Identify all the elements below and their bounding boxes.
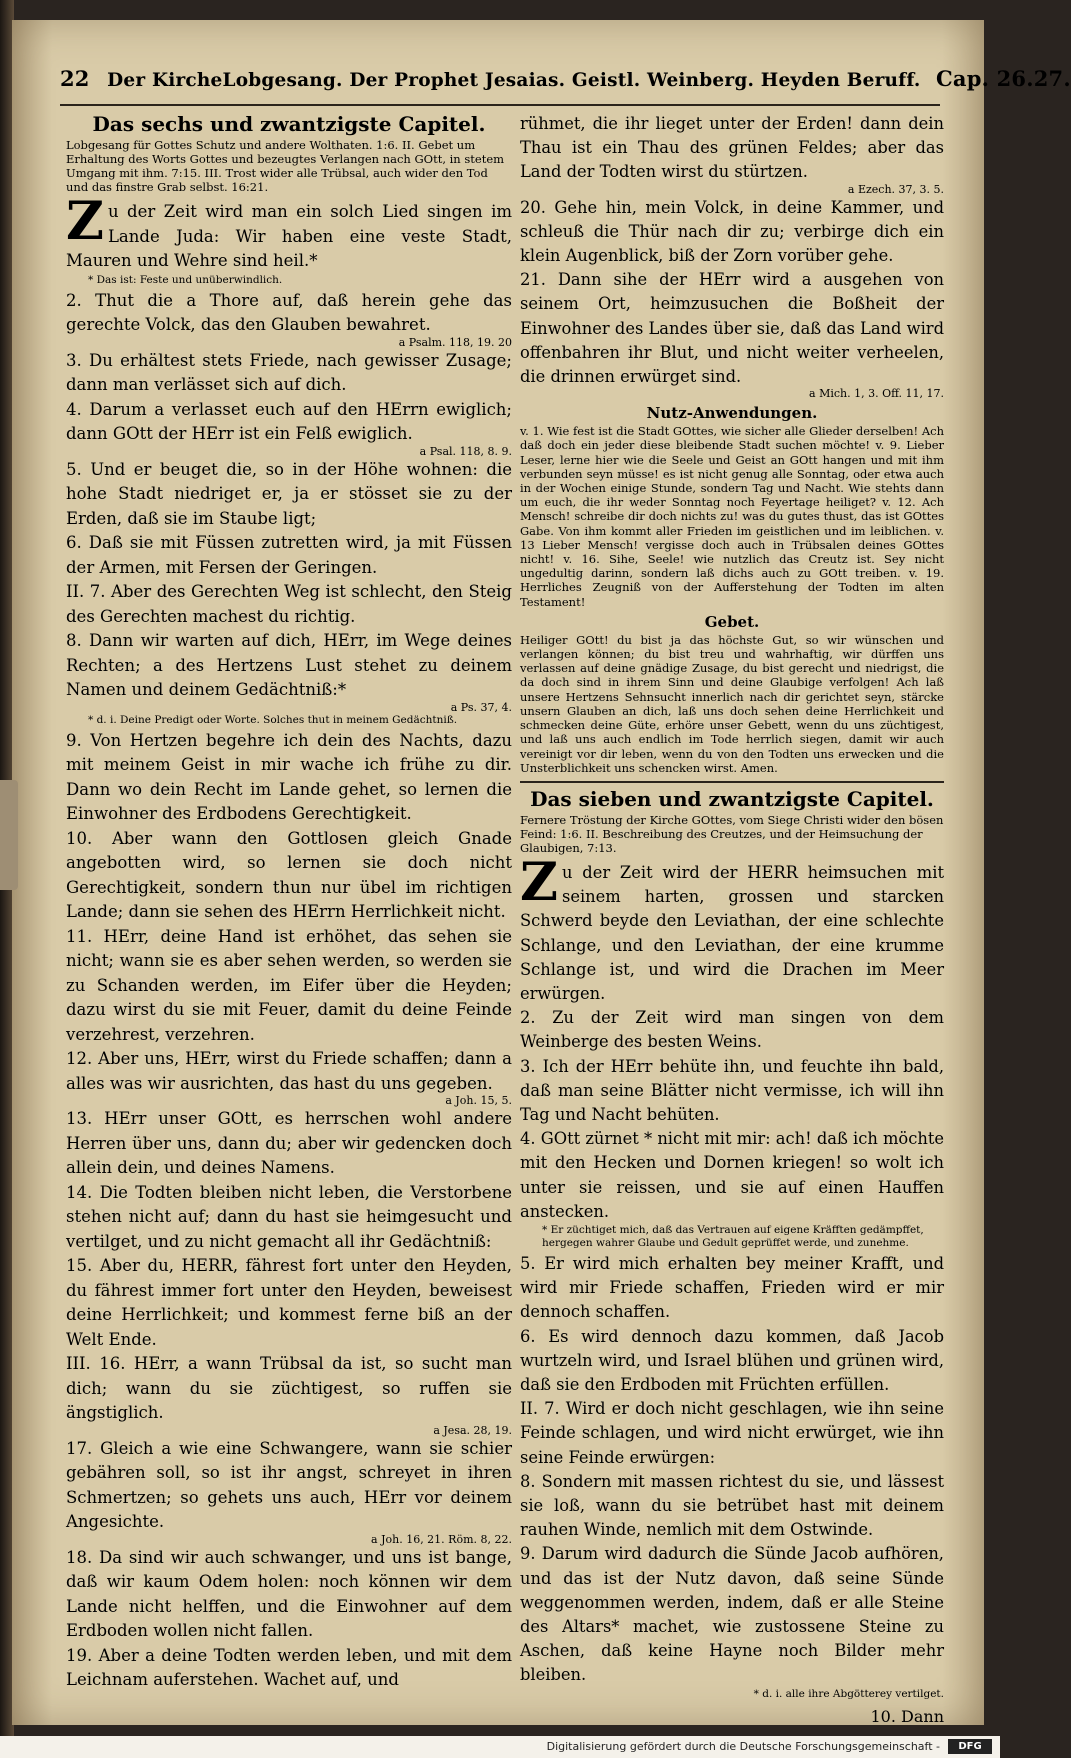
header-rule [60,104,940,106]
verse-26-21: 21. Dann sihe der HErr wird a ausgehen von seinem Ort, heimzusuchen die Boßheit der Einwohner des Landes über sie, daß das Land wird offenbahren ihr Blut, und nicht weiter verheelen, die drinnen erwürget sind. [520,270,944,387]
verse-27-6: 6. Es wird dennoch dazu kommen, daß Jacob wurtzeln wird, und Israel blühen und grünen wird, daß sie den Erdboden mit Früchten erfüllen. [520,1326,944,1394]
verse-26-8: 8. Dann wir warten auf dich, HErr, im Wege deines Rechten; a des Hertzens Lust stehet zu deinem Namen und deinem Gedächtniß:* [66,631,512,699]
running-title: Der KircheLobgesang. Der Prophet Jesaias. Geistl. Weinberg. Heyden Beruff. [107,70,921,91]
page-clip [0,780,18,890]
dfg-logo: DFG [948,1739,992,1754]
verse-26-12: 12. Aber uns, HErr, wirst du Friede schaffen; dann a alles was wir ausrichten, das hast du uns gegeben. [66,1049,512,1093]
cross-reference: a Ezech. 37, 3. 5. [847,182,944,196]
cross-reference: a Joh. 15, 5. [445,1094,512,1107]
verse-26-6: 6. Daß sie mit Füssen zutretten wird, ja mit Füssen der Armen, mit Fersen der Geringen. [66,533,512,577]
nutz-anwendungen: v. 1. Wie fest ist die Stadt GOttes, wie sicher alle Glieder derselben! Ach daß doch ein jeder diese bleibende Stadt suchen möchte! v. 9. Lieber Leser, lerne hier wie die Seele und Geist an GOtt hangen und mit ihm verbunden seyn müsse! es ist nicht genug alle Sonntag, oder etwa auch in der Wochen einige Stunde, sondern Tag und Nacht. Wie stehts dann um euch, die ihr weder Sonntag noch Feyertage heiliget? v. 12. Ach Mensch! schreibe dir doch nichts zu! was du gutes thust, das ist GOttes Gabe. Von ihm kommt aller Frieden im geistlichen und im leiblichen. v. 13 Lieber Mensch! vergisse doch auch in Trübsalen deines GOttes nicht! v. 16. Sihe, Seele! wie nutzlich das Creutz ist. Sey nicht ungedultig darinn, sondern laß dichs auch zu GOtt treiben. v. 19. Herrliches Zeugniß von der Aufferstehung der Todten im alten Testament! [520,424,944,609]
gebet-heading: Gebet. [704,612,760,631]
chapter-27-title: Das sieben und zwantzigste Capitel. [530,786,934,811]
verse-27-1: Zu der Zeit wird der HERR heimsuchen mit seinem harten, grossen und starcken Schwerd beyde den Leviathan, der eine schlechte Schlange, und den Leviathan, der eine krumme Schlange ist, und wird die Drachen im Meer erwürgen. [520,851,944,1003]
verse-26-4: 4. Darum a verlasset euch auf den HErrn ewiglich; dann GOtt der HErr ist ein Felß ewiglich. [66,399,512,443]
cross-reference: a Joh. 16, 21. Röm. 8, 22. [371,1532,512,1546]
verse-26-17: 17. Gleich a wie eine Schwangere, wann sie schier gebähren soll, so ist ihr angst, schreyet in ihren Schmertzen; so gehets uns auch, HErr vor deinem Angesichte. [66,1438,512,1531]
footnote: * d. i. Deine Predigt oder Worte. Solches thut in meinem Gedächtniß. [88,713,458,726]
verse-26-9: 9. Von Hertzen begehre ich dein des Nachts, dazu mit meinem Geist in mir wache ich frühe zu dir. Dann wo dein Recht im Lande gehet, so lernen die Einwohner des Erdbodens Gerechtigkeit. [66,730,512,823]
right-column [520,112,944,1726]
verse-26-11: 11. HErr, deine Hand ist erhöhet, das sehen sie nicht; wann sie es aber sehen werden, so werden sie zu Schanden werden, im Eifer über die Heyden; dazu wirst du sie mit Feuer, damit du deine Feinde verzehrest, verzehren. [66,926,512,1044]
page-number: 22 [60,66,90,91]
chapter-ref: Cap. 26.27. [935,66,1071,91]
verse-27-5: 5. Er wird mich erhalten bey meiner Krafft, und wird mir Friede schaffen, Frieden wird er mir dennoch schaffen. [520,1253,944,1322]
nutz-heading: Nutz-Anwendungen. [646,404,818,423]
footnote: * d. i. alle ihre Abgötterey vertilget. [753,1687,944,1700]
cross-reference: a Mich. 1, 3. Off. 11, 17. [809,387,944,401]
footnote: * Er züchtiget mich, daß das Vertrauen auf eigene Kräfften gedämpffet, hergegen wahrer Glaube und Gedult geprüffet werde, und zunehme. [542,1223,924,1249]
cross-reference: a Psal. 118, 8. 9. [419,444,512,458]
running-header [60,66,1071,102]
gebet-text: Heiliger GOtt! du bist ja das höchste Gut, so wir wünschen und verlangen können; du bist treu und wahrhaftig, wir dürffen uns verlassen auf deine gnädige Zusage, du bist gerecht und niedrigst, die da doch sind in ihrem Sinn und deine Glaubige verfolgen! Ach laß unsere Hertzens Sehnsucht innerlich nach dir gerichtet seyn, stärcke unsern Glauben an dich, laß uns doch sehen deine Herrlichkeit und schmecken deine Güte, erhöre unser Gebett, wenn du uns züchtigest, und laß uns auch endlich im Tode herrlich siegen, damit wir auch vereinigt vor dir leben, wenn du von den Todten uns erwecken und die Unsterblichkeit uns schencken wirst. Amen. [520,632,944,775]
left-column [66,112,512,1693]
verse-27-2: 2. Zu der Zeit wird man singen von dem Weinberge des besten Weins. [520,1008,944,1052]
cross-reference: a Jesa. 28, 19. [433,1423,512,1437]
verse-27-9: 9. Darum wird dadurch die Sünde Jacob aufhören, und das ist der Nutz davon, daß seine Sünde weggenommen werden, indem, daß er alle Steine des Altars* machet, wie zustossene Steine zu Aschen, daß keine Hayne noch Bilder mehr bleiben. [520,1544,944,1685]
verse-26-19-cont: rühmet, die ihr lieget unter der Erden! dann dein Thau ist ein Thau des grünen Feldes; aber das Land der Todten wirst du stürtzen. [520,114,944,182]
footer-credit: Digitalisierung gefördert durch die Deutsche Forschungsgemeinschaft - [546,1740,940,1753]
verse-26-20: 20. Gehe hin, mein Volck, in deine Kammer, und schleuß die Thür nach dir zu; verbirge dich ein klein Augenblick, biß der Zorn vorüber gehe. [520,197,944,266]
verse-26-13: 13. HErr unser GOtt, es herrschen wohl andere Herren über uns, dann du; aber wir gedencken doch allein dein, und deines Namens. [66,1109,512,1177]
verse-26-10: 10. Aber wann den Gottlosen gleich Gnade angebotten wird, so lernen sie doch nicht Gerechtigkeit, sondern thun nur übel im richtigen Lande; dann sie sehen des HErrn Herrlichkeit nicht. [66,828,512,921]
catchword: 10. Dann [870,1706,944,1726]
footnote: * Das ist: Feste und unüberwindlich. [88,273,283,286]
chapter-27-summary: Fernere Tröstung der Kirche GOttes, vom Siege Christi wider den bösen Feind: 1:6. II. Beschreibung des Creutzes, und der Heimsuchung der Glaubigen, 7:13. [520,812,944,855]
verse-26-1: Zu der Zeit wird man ein solch Lied singen im Lande Juda: Wir haben eine veste Stadt, Mauren und Wehre sind heil.* [66,191,512,270]
verse-27-8: 8. Sondern mit massen richtest du sie, und lässest sie loß, wann du sie betrübet hast mit deinem rauhen Winde, nemlich mit dem Ostwinde. [520,1471,944,1540]
verse-27-7: II. 7. Wird er doch nicht geschlagen, wie ihn seine Feinde schlagen, und wird nicht erwürget, wie ihn seine Feinde erwürgen: [520,1399,944,1467]
verse-26-14: 14. Die Todten bleiben nicht leben, die Verstorbene stehen nicht auf; dann du hast sie heimgesucht und vertilget, und zu nicht gemacht all ihr Gedächtniß: [66,1182,512,1251]
verse-26-3: 3. Du erhältest stets Friede, nach gewisser Zusage; dann man verlässet sich auf dich. [66,350,512,394]
cross-reference: a Psalm. 118, 19. 20 [398,335,512,349]
verse-26-5: 5. Und er beuget die, so in der Höhe wohnen: die hohe Stadt niedriget er, ja er stösset sie zu der Erden, daß sie im Staube ligt; [66,459,512,528]
section-rule [520,781,944,783]
verse-26-19: 19. Aber a deine Todten werden leben, und mit dem Leichnam auferstehen. Wachet auf, und [66,1645,512,1689]
chapter-26-summary: Lobgesang für Gottes Schutz und andere Wolthaten. 1:6. II. Gebet um Erhaltung des Worts Gottes und bezeugtes Verlangen nach GOtt, in stetem Umgang mit ihm. 7:15. III. Trost wider alle Trübsal, auch wider den Tod und das finstre Grab selbst. 16:21. [66,138,505,194]
digitization-footer [0,1736,1000,1758]
verse-26-15: 15. Aber du, HERR, fährest fort unter den Heyden, du fährest immer fort unter den Heyden, beweisest deine Herrlichkeit; und kommest ferne biß an der Welt Ende. [66,1256,512,1349]
cross-reference: a Ps. 37, 4. [450,700,512,714]
verse-26-18: 18. Da sind wir auch schwanger, und uns ist bange, daß wir kaum Odem holen: noch können wir dem Lande nicht helffen, und die Einwohner auf dem Erdboden wollen nicht fallen. [66,1547,512,1640]
verse-26-7: II. 7. Aber des Gerechten Weg ist schlecht, den Steig des Gerechten machest du richtig. [66,582,512,626]
verse-27-3: 3. Ich der HErr behüte ihn, und feuchte ihn bald, daß man seine Blätter nicht vermisse, ich will ihn Tag und Nacht behüten. [520,1056,944,1124]
verse-27-4: 4. GOtt zürnet * nicht mit mir: ach! daß ich möchte mit den Hecken und Dornen kriegen! so wolt ich unter sie reissen, und sie auf einen Hauffen anstecken. [520,1129,945,1221]
verse-26-2: 2. Thut die a Thore auf, daß herein gehe das gerechte Volck, das den Glauben bewahret. [66,290,512,334]
chapter-26-title: Das sechs und zwantzigste Capitel. [92,112,486,136]
verse-26-16: III. 16. HErr, a wann Trübsal da ist, so sucht man dich; wann du sie züchtigest, so ruffen sie ängstiglich. [66,1354,512,1422]
